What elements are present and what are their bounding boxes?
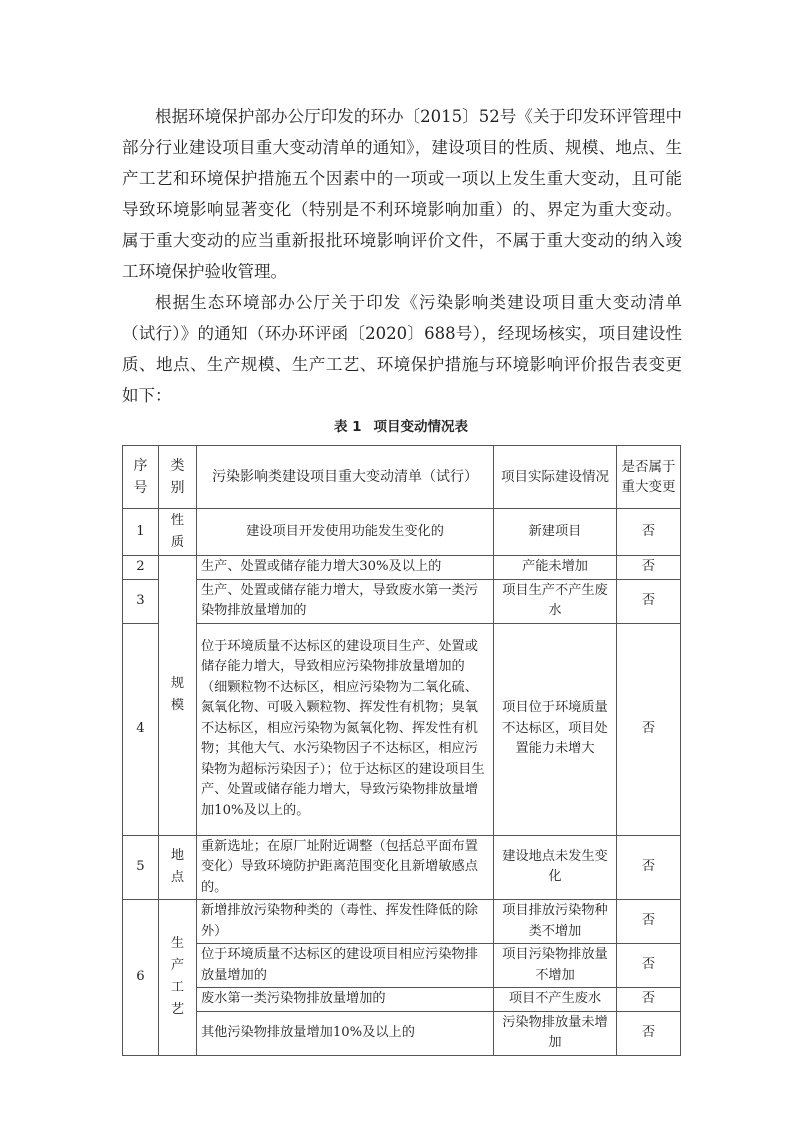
row-item: 建设项目开发使用功能发生变化的 [197,509,494,556]
header-change-list: 污染影响类建设项目重大变动清单（试行） [197,446,494,509]
row-major: 否 [617,944,681,988]
table-row [123,556,681,580]
row-item: 位于环境质量不达标区的建设项目生产、处置或储存能力增大，导致相应污染物排放量增加的（细颗粒物不达标区，相应污染物为二氧化硫、氮氧化物、可吸入颗粒物、挥发性有机物；臭氧不达标区，相应污染物为氮氧化物、挥发性有机物；其他大气、水污染物因子不达标区，相应污染物为超标污染因子）；位于达标区的建设项目生产、处置或储存能力增大，导致污染物排放量增加10%及以上的。 [197,623,494,835]
table-caption-number: 表 1 [333,419,362,435]
row-major: 否 [617,556,681,580]
paragraph-regulation-2015: 根据环境保护部办公厅印发的环办〔2015〕52号《关于印发环评管理中部分行业建设项目重大变动清单的通知》，建设项目的性质、规模、地点、生产工艺和环境保护措施五个因素中的一项或一项以上发生重大变动，且可能导致环境影响显著变化（特别是不利环境影响加重）的、界定为重大变动。属于重大变动的应当重新报批环境影响评价文件，不属于重大变动的纳入竣工环境保护验收管理。 [122,107,682,281]
row-no: 6 [123,900,159,1056]
row-major: 否 [617,900,681,944]
row-actual: 项目位于环境质量不达标区，项目处置能力未增大 [494,623,617,835]
row-major: 否 [617,988,681,1012]
row-no: 2 [123,556,159,580]
row-category: 生产工艺 [159,900,197,1056]
header-actual: 项目实际建设情况 [494,446,617,509]
row-item: 生产、处置或储存能力增大，导致废水第一类污染物排放量增加的 [197,579,494,623]
row-major: 否 [617,579,681,623]
row-category: 地点 [159,835,197,900]
row-item: 生产、处置或储存能力增大30%及以上的 [197,556,494,580]
row-major: 否 [617,509,681,556]
paragraph-regulation-2020: 根据生态环境部办公厅关于印发《污染影响类建设项目重大变动清单（试行）》的通知（环办环评函〔2020〕688号），经现场核实，项目建设性质、地点、生产规模、生产工艺、环境保护措施与环境影响评价报告表变更如下： [122,293,682,405]
header-major: 是否属于重大变更 [617,446,681,509]
table-row [123,900,681,944]
row-no: 4 [123,623,159,835]
row-item: 重新选址；在原厂址附近调整（包括总平面布置变化）导致环境防护距离范围变化且新增敏感点的。 [197,835,494,900]
row-actual: 项目不产生废水 [494,988,617,1012]
row-no: 3 [123,579,159,623]
row-actual: 污染物排放量未增加 [494,1011,617,1055]
table-row [123,944,681,988]
table-row [123,988,681,1012]
row-item: 废水第一类污染物排放量增加的 [197,988,494,1012]
row-actual: 项目排放污染物种类不增加 [494,900,617,944]
row-no: 1 [123,509,159,556]
row-major: 否 [617,623,681,835]
table-row [123,623,681,835]
project-change-table [122,445,681,1056]
row-actual: 项目生产不产生废水 [494,579,617,623]
header-category: 类别 [159,446,197,509]
row-item: 其他污染物排放量增加10%及以上的 [197,1011,494,1055]
row-no: 5 [123,835,159,900]
table-header-row [123,446,681,509]
table-row [123,1011,681,1055]
table-caption-title: 项目变动情况表 [373,419,469,435]
row-major: 否 [617,835,681,900]
header-no: 序号 [123,446,159,509]
table-row [123,509,681,556]
table-row [123,835,681,900]
row-item: 新增排放污染物种类的（毒性、挥发性降低的除外） [197,900,494,944]
row-actual: 建设地点未发生变化 [494,835,617,900]
row-actual: 产能未增加 [494,556,617,580]
row-category: 规模 [159,556,197,836]
row-actual: 项目污染物排放量不增加 [494,944,617,988]
row-item: 位于环境质量不达标区的建设项目相应污染物排放量增加的 [197,944,494,988]
row-category: 性质 [159,509,197,556]
row-actual: 新建项目 [494,509,617,556]
row-major: 否 [617,1011,681,1055]
table-row [123,579,681,623]
table-caption [122,417,680,437]
